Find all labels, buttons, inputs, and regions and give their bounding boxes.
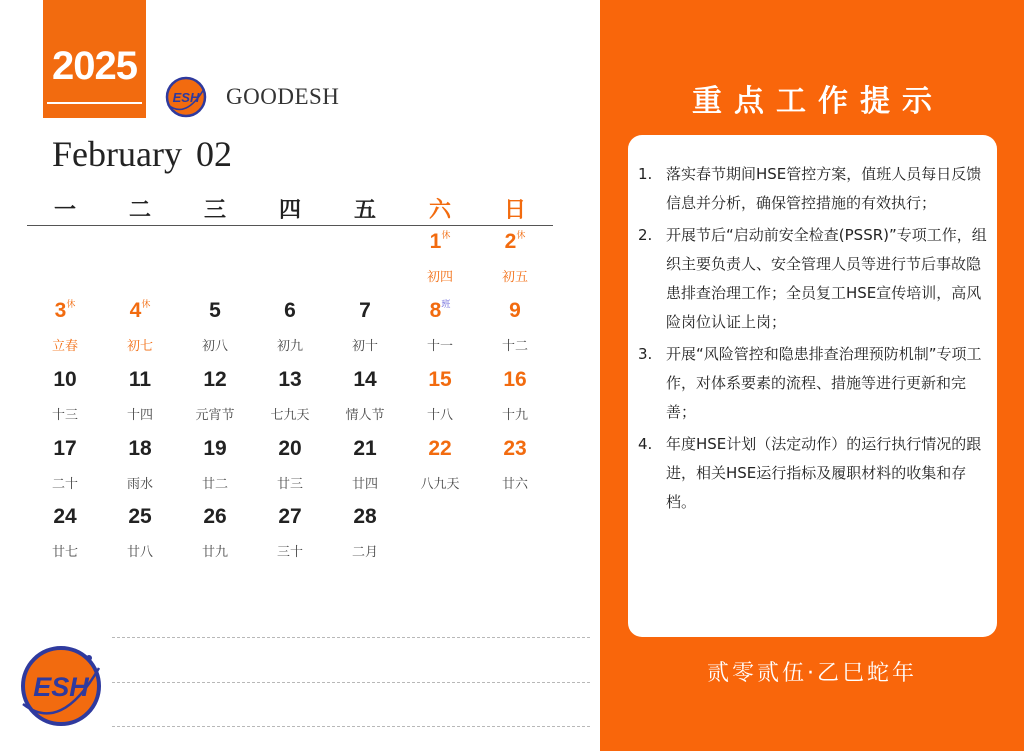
- brand-name: GOODESH: [226, 84, 340, 109]
- lunar-date: 初十: [351, 339, 378, 354]
- panel-footer: 贰零贰伍·乙巳蛇年: [707, 661, 917, 686]
- holiday-mark: 休: [141, 299, 151, 309]
- day-number: 27: [278, 505, 302, 528]
- note-line: [112, 637, 590, 638]
- day-number: 14: [353, 368, 377, 391]
- tip-item: [638, 430, 990, 517]
- calendar-day: [403, 299, 477, 367]
- tip-index: 4.: [638, 435, 653, 453]
- lunar-date: 八九天: [420, 477, 460, 492]
- day-number: 10: [53, 368, 77, 391]
- lunar-date: 十二: [501, 339, 528, 354]
- tip-index: 2.: [638, 226, 653, 244]
- day-number: $1^休$: [429, 230, 451, 253]
- day-number: 25: [128, 505, 152, 528]
- calendar-day: [103, 505, 177, 573]
- logo-text: ESH: [172, 90, 200, 105]
- lunar-date: 廿二: [201, 477, 228, 492]
- day-number: 11: [128, 368, 152, 391]
- lunar-date: 初七: [126, 339, 153, 354]
- calendar-grid: [0, 0, 600, 600]
- lunar-date: 十八: [426, 408, 453, 423]
- note-line: [112, 726, 590, 727]
- day-number: 23: [503, 437, 527, 460]
- lunar-date: 初五: [501, 270, 528, 285]
- calendar-day: [103, 299, 177, 367]
- workday-mark: 班: [441, 299, 451, 309]
- tip-item: [638, 340, 990, 427]
- calendar-day: [478, 437, 552, 505]
- lunar-date: 廿四: [351, 477, 378, 492]
- weekday-sun: 日: [503, 198, 526, 223]
- day-number: $8^班$: [429, 299, 451, 322]
- lunar-date: 廿六: [501, 477, 528, 492]
- calendar-day: [328, 368, 402, 436]
- calendar-day: [253, 368, 327, 436]
- day-number: 24: [53, 505, 77, 528]
- tip-text: 开展节后“启动前安全检查(PSSR)”专项工作，组织主要负责人、安全管理人员等进行节后事故隐患排查治理工作；全员复工HSE宣传培训，高风险岗位认证上岗；: [666, 226, 987, 331]
- calendar-day: [403, 368, 477, 436]
- lunar-date: 十三: [51, 408, 78, 423]
- calendar-day: [28, 505, 102, 573]
- calendar-day: [328, 505, 402, 573]
- calendar-day: [478, 230, 552, 298]
- tip-index: 3.: [638, 345, 653, 363]
- day-number: 15: [428, 368, 452, 391]
- day-number: 18: [128, 437, 152, 460]
- tip-item: [638, 160, 990, 218]
- day-number: 7: [359, 299, 371, 322]
- lunar-date: 初九: [276, 339, 303, 354]
- weekday-thu: 四: [278, 198, 301, 223]
- lunar-date: 廿七: [51, 545, 78, 560]
- day-number: 9: [509, 299, 521, 322]
- lunar-date: 十九: [501, 408, 528, 423]
- calendar-day: [403, 230, 477, 298]
- esh-logo-large-icon: [17, 642, 105, 730]
- weekday-mon: 一: [53, 198, 76, 223]
- weekday-fri: 五: [353, 198, 376, 223]
- calendar-day: [178, 437, 252, 505]
- panel-title: 重点工作提示: [692, 84, 944, 119]
- tip-text: 落实春节期间HSE管控方案，值班人员每日反馈信息并分析，确保管控措施的有效执行；: [666, 165, 982, 212]
- lunar-date: 廿九: [201, 545, 228, 560]
- calendar-day: [328, 437, 402, 505]
- calendar-day: [178, 368, 252, 436]
- lunar-date: 廿三: [276, 477, 303, 492]
- tips-list: [638, 160, 990, 520]
- day-number: 17: [53, 437, 77, 460]
- lunar-date: 三十: [276, 545, 303, 560]
- day-number: $4^休$: [129, 299, 151, 322]
- day-number: $2^休$: [504, 230, 526, 253]
- day-number: 12: [203, 368, 227, 391]
- tip-text: 开展“风险管控和隐患排查治理预防机制”专项工作，对体系要素的流程、措施等进行更新和完善；: [666, 345, 982, 421]
- lunar-date: 十一: [426, 339, 453, 354]
- calendar-day: [478, 368, 552, 436]
- day-number: 16: [503, 368, 527, 391]
- tip-item: [638, 221, 990, 337]
- holiday-mark: 休: [66, 299, 76, 309]
- day-number: 22: [428, 437, 452, 460]
- day-number: 21: [353, 437, 377, 460]
- tips-panel: [600, 0, 1024, 751]
- lunar-date: 十四: [126, 408, 153, 423]
- day-number: 13: [278, 368, 302, 391]
- calendar-day: [178, 299, 252, 367]
- year-label: 2025: [52, 44, 137, 88]
- day-number: 6: [284, 299, 296, 322]
- day-number: 20: [278, 437, 302, 460]
- calendar-day: [478, 299, 552, 367]
- weekday-sat: 六: [428, 198, 451, 223]
- calendar-day: [28, 299, 102, 367]
- day-number: 5: [209, 299, 221, 322]
- calendar-day: [403, 437, 477, 505]
- calendar-day: [103, 437, 177, 505]
- lunar-date: 初八: [201, 339, 228, 354]
- holiday-mark: 休: [441, 230, 451, 240]
- weekday-wed: 三: [203, 198, 226, 223]
- tip-index: 1.: [638, 165, 653, 183]
- day-number: 19: [203, 437, 227, 460]
- calendar-day: [328, 299, 402, 367]
- calendar-day: [253, 437, 327, 505]
- lunar-date: 七九天: [270, 408, 310, 423]
- day-number: 28: [353, 505, 377, 528]
- lunar-date: 立春: [51, 339, 78, 354]
- tip-text: 年度HSE计划（法定动作）的运行执行情况的跟进，相关HSE运行指标及履职材料的收集和存档。: [666, 435, 982, 511]
- lunar-date: 二月: [351, 545, 378, 560]
- calendar-day: [28, 368, 102, 436]
- note-line: [112, 682, 590, 683]
- day-number: 26: [203, 505, 227, 528]
- calendar-day: [28, 437, 102, 505]
- lunar-date: 元宵节: [195, 408, 235, 423]
- calendar-day: [253, 505, 327, 573]
- calendar-day: [253, 299, 327, 367]
- calendar-day: [178, 505, 252, 573]
- lunar-date: 情人节: [345, 408, 385, 423]
- lunar-date: 雨水: [126, 477, 153, 492]
- weekday-tue: 二: [128, 198, 151, 223]
- logo-large-text: ESH: [33, 672, 89, 702]
- tips-card: [628, 135, 997, 637]
- lunar-date: 初四: [426, 270, 453, 285]
- month-name: February: [52, 134, 182, 174]
- calendar-day: [103, 368, 177, 436]
- holiday-mark: 休: [516, 230, 526, 240]
- month-number: 02: [195, 134, 232, 174]
- lunar-date: 二十: [51, 477, 78, 492]
- day-number: $3^休$: [54, 299, 76, 322]
- lunar-date: 廿八: [126, 545, 153, 560]
